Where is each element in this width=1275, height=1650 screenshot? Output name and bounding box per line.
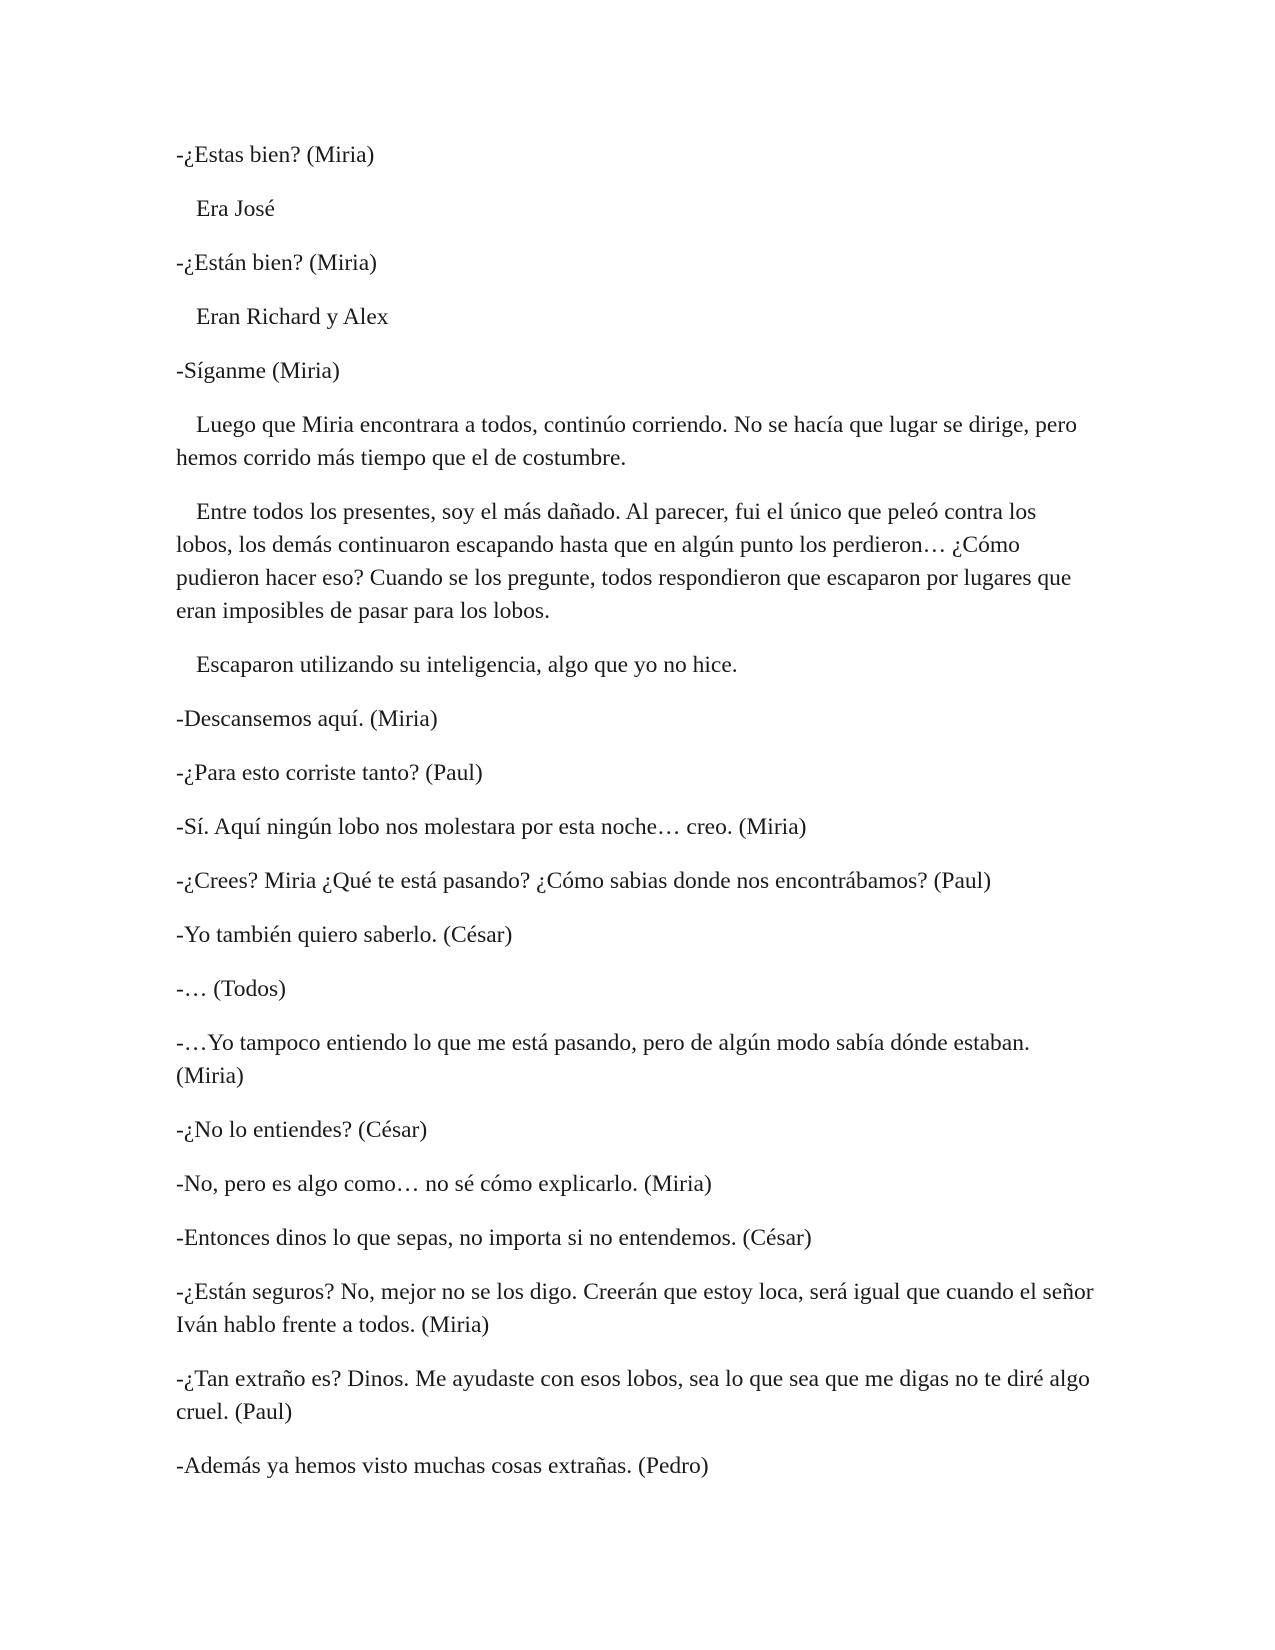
paragraph: -¿Tan extraño es? Dinos. Me ayudaste con esos lobos, sea lo que sea que me digas no te diré algo cruel. (Paul) [176, 1366, 1090, 1425]
paragraph: -Además ya hemos visto muchas cosas extrañas. (Pedro) [176, 1453, 709, 1479]
paragraph: -¿Están seguros? No, mejor no se los digo. Creerán que estoy loca, será igual que cuando el señor Iván hablo frente a todos. (Miria) [176, 1279, 1094, 1338]
paragraph: -Sí. Aquí ningún lobo nos molestara por esta noche… creo. (Miria) [176, 814, 807, 840]
paragraph: Escaparon utilizando su inteligencia, algo que yo no hice. [196, 652, 738, 678]
paragraph: -Entonces dinos lo que sepas, no importa si no entendemos. (César) [176, 1225, 812, 1251]
paragraph: Eran Richard y Alex [196, 304, 389, 330]
body-text [176, 139, 1096, 1504]
paragraph: -¿Para esto corriste tanto? (Paul) [176, 760, 483, 786]
paragraph: Entre todos los presentes, soy el más dañado. Al parecer, fui el único que peleó contra los lobos, los demás continuaron escapando hasta que en algún punto los perdieron… ¿Cómo pudieron hacer eso? Cuando se los pregunte, todos respondieron que escaparon por lugares que eran imposibles de pasar para los lobos. [176, 499, 1072, 624]
paragraph: -¿No lo entiendes? (César) [176, 1117, 428, 1143]
paragraph: -¿Estas bien? (Miria) [176, 142, 375, 168]
paragraph: -No, pero es algo como… no sé cómo explicarlo. (Miria) [176, 1171, 712, 1197]
paragraph: -¿Crees? Miria ¿Qué te está pasando? ¿Cómo sabias donde nos encontrábamos? (Paul) [176, 868, 992, 894]
paragraph: -¿Están bien? (Miria) [176, 250, 377, 276]
paragraph: -Síganme (Miria) [176, 358, 340, 384]
paragraph: -Descansemos aquí. (Miria) [176, 706, 438, 732]
paragraph: -…Yo tampoco entiendo lo que me está pasando, pero de algún modo sabía dónde estaban. (Miria) [176, 1030, 1030, 1089]
paragraph: Luego que Miria encontrara a todos, continúo corriendo. No se hacía que lugar se dirige, pero hemos corrido más tiempo que el de costumbre. [176, 412, 1077, 471]
paragraph: Era José [196, 196, 275, 222]
paragraph: -Yo también quiero saberlo. (César) [176, 922, 513, 948]
paragraph: -… (Todos) [176, 976, 286, 1002]
